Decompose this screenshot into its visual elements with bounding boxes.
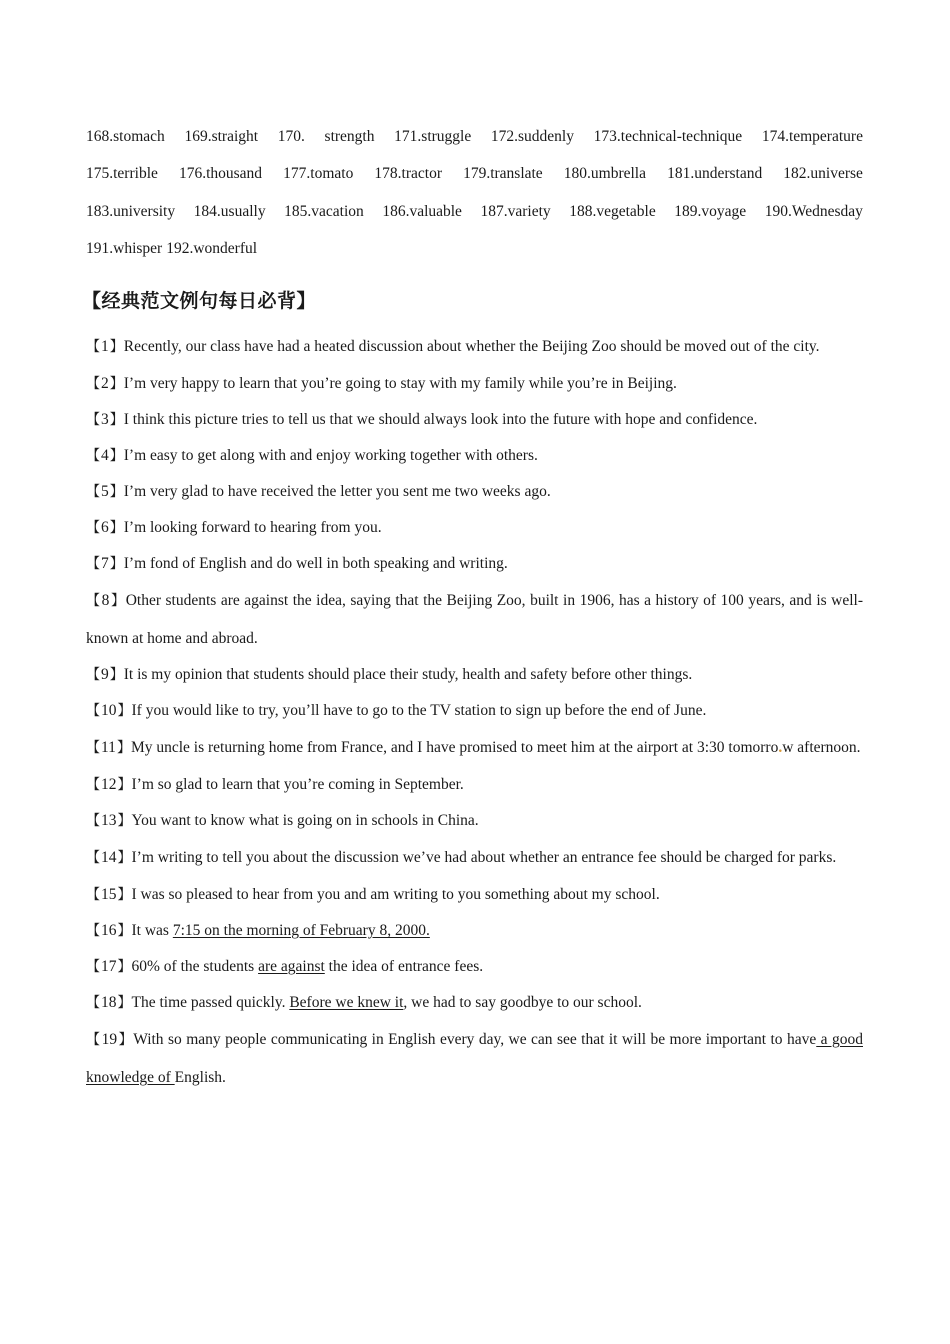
close-bracket: 】 bbox=[117, 959, 132, 976]
underlined-phrase: a good knowledge of bbox=[86, 1031, 863, 1087]
vocab-line bbox=[86, 155, 863, 192]
sentence-number: 3 bbox=[101, 411, 109, 429]
sentence-text: the idea of entrance fees. bbox=[324, 958, 484, 976]
close-bracket: 】 bbox=[117, 703, 132, 720]
example-sentence bbox=[86, 328, 863, 366]
vocab-word: 191.whisper bbox=[86, 239, 163, 257]
example-sentence bbox=[86, 546, 863, 582]
example-sentence bbox=[86, 985, 863, 1021]
vocab-word: 186.valuable bbox=[382, 202, 462, 220]
example-sentence bbox=[86, 839, 863, 877]
example-sentence bbox=[86, 1021, 863, 1096]
sentence-text: You want to know what is going on in schools in China. bbox=[131, 812, 479, 830]
vocab-word: 179.translate bbox=[463, 165, 543, 183]
vocab-word: 184.usually bbox=[193, 202, 266, 220]
example-sentence bbox=[86, 767, 863, 803]
sentence-text: , we had to say goodbye to our school. bbox=[403, 994, 642, 1012]
example-sentence bbox=[86, 510, 863, 546]
vocab-line bbox=[86, 230, 863, 267]
vocab-word: 182.universe bbox=[783, 165, 863, 183]
open-bracket: 【 bbox=[86, 667, 100, 684]
underlined-phrase: Before we knew it bbox=[289, 994, 404, 1012]
close-bracket: 】 bbox=[109, 448, 124, 465]
open-bracket: 【 bbox=[86, 995, 100, 1012]
open-bracket: 【 bbox=[86, 593, 101, 610]
sentence-text: 60% of the students bbox=[131, 958, 259, 976]
sentence-text: I’m easy to get along with and enjoy working together with others. bbox=[123, 447, 538, 465]
open-bracket: 【 bbox=[86, 448, 100, 465]
sentence-text: I’m very glad to have received the letter you sent me two weeks ago. bbox=[123, 483, 551, 501]
close-bracket: 】 bbox=[118, 1032, 134, 1049]
close-bracket: 】 bbox=[116, 740, 131, 757]
vocab-word: 173.technical-technique bbox=[593, 128, 743, 145]
sentence-number: 17 bbox=[101, 958, 117, 976]
example-sentence bbox=[86, 949, 863, 985]
sentence-text: w afternoon. bbox=[782, 739, 861, 757]
sentence-text: I’m very happy to learn that you’re going to stay with my family while you’re in Beijing. bbox=[123, 375, 677, 393]
example-sentence bbox=[86, 474, 863, 510]
sentence-text: I think this picture tries to tell us that we should always look into the future with hope and confidence. bbox=[123, 411, 758, 429]
vocab-line bbox=[86, 193, 863, 230]
sentence-number: 1 bbox=[101, 338, 109, 356]
close-bracket: 】 bbox=[117, 777, 132, 794]
close-bracket: 】 bbox=[117, 850, 132, 867]
vocab-word: 189.voyage bbox=[674, 202, 747, 220]
sentence-number: 8 bbox=[101, 592, 110, 610]
vocabulary-list bbox=[86, 118, 863, 267]
vocab-word: 178.tractor bbox=[374, 165, 442, 183]
vocab-word: 181.understand bbox=[667, 165, 763, 183]
open-bracket: 【 bbox=[86, 887, 100, 904]
vocab-word: 177.tomato bbox=[283, 165, 354, 183]
sentence-number: 19 bbox=[101, 1031, 118, 1049]
close-bracket: 】 bbox=[109, 484, 124, 501]
sentence-number: 10 bbox=[101, 702, 117, 720]
vocab-word: 185.vacation bbox=[284, 202, 364, 220]
example-sentence-list bbox=[86, 328, 863, 1096]
sentence-text: Other students are against the idea, saying that the Beijing Zoo, built in 1906, has a history of 100 years, and is well-known at home and abroad. bbox=[86, 592, 864, 648]
close-bracket: 】 bbox=[110, 593, 126, 610]
sentence-text: If you would like to try, you’ll have to go to the TV station to sign up before the end of June. bbox=[131, 702, 707, 720]
sentence-number: 14 bbox=[101, 849, 117, 867]
underlined-phrase: 7:15 on the morning of February 8, 2000. bbox=[172, 922, 430, 940]
vocab-word: 188.vegetable bbox=[569, 202, 656, 220]
close-bracket: 】 bbox=[117, 923, 132, 940]
example-sentence bbox=[86, 438, 863, 474]
vocab-word: 169.straight bbox=[184, 128, 259, 145]
sentence-number: 4 bbox=[101, 447, 109, 465]
vocab-word: 183.university bbox=[86, 202, 176, 220]
open-bracket: 【 bbox=[86, 923, 100, 940]
vocab-word: 176.thousand bbox=[178, 165, 263, 183]
sentence-text: It was bbox=[131, 922, 173, 940]
sentence-number: 13 bbox=[101, 812, 117, 830]
vocab-word: 168.stomach bbox=[86, 128, 165, 145]
highlight-mark: . bbox=[778, 739, 783, 757]
sentence-text: I was so pleased to hear from you and am writing to you something about my school. bbox=[131, 886, 660, 904]
open-bracket: 【 bbox=[86, 959, 100, 976]
sentence-text: Recently, our class have had a heated discussion about whether the Beijing Zoo should be moved out of the city. bbox=[123, 338, 820, 356]
example-sentence bbox=[86, 402, 863, 438]
example-sentence bbox=[86, 803, 863, 839]
example-sentence bbox=[86, 913, 863, 949]
open-bracket: 【 bbox=[86, 376, 100, 393]
close-bracket: 】 bbox=[109, 520, 124, 537]
sentence-text: My uncle is returning home from France, and I have promised to meet him at the airport at 3:30 tomorro bbox=[130, 739, 779, 757]
open-bracket: 【 bbox=[86, 520, 100, 537]
vocab-line bbox=[86, 118, 863, 155]
sentence-number: 2 bbox=[101, 375, 109, 393]
close-bracket: 】 bbox=[117, 813, 132, 830]
sentence-text: English. bbox=[174, 1069, 226, 1087]
open-bracket: 【 bbox=[86, 740, 100, 757]
vocab-word: 175.terrible bbox=[86, 165, 158, 183]
sentence-text: The time passed quickly. bbox=[131, 994, 290, 1012]
close-bracket: 】 bbox=[109, 339, 124, 356]
example-sentence bbox=[86, 366, 863, 402]
vocab-word: 187.variety bbox=[480, 202, 551, 220]
example-sentence bbox=[86, 729, 863, 767]
sentence-number: 7 bbox=[101, 555, 109, 573]
sentence-text: It is my opinion that students should place their study, health and safety before other things. bbox=[123, 666, 693, 684]
vocab-word: 171.struggle bbox=[394, 128, 472, 145]
sentence-number: 9 bbox=[101, 666, 109, 684]
vocab-word: 172.suddenly bbox=[490, 128, 574, 145]
close-bracket: 】 bbox=[117, 887, 132, 904]
sentence-text: I’m looking forward to hearing from you. bbox=[123, 519, 382, 537]
example-sentence bbox=[86, 877, 863, 913]
close-bracket: 】 bbox=[109, 556, 124, 573]
vocab-word: 170. bbox=[277, 128, 305, 145]
sentence-text: I’m fond of English and do well in both speaking and writing. bbox=[123, 555, 508, 573]
close-bracket: 】 bbox=[109, 376, 124, 393]
sentence-number: 15 bbox=[101, 886, 117, 904]
close-bracket: 】 bbox=[109, 412, 124, 429]
sentence-number: 12 bbox=[101, 776, 117, 794]
open-bracket: 【 bbox=[86, 813, 100, 830]
sentence-text: I’m writing to tell you about the discussion we’ve had about whether an entrance fee should be charged for parks. bbox=[131, 849, 837, 867]
sentence-number: 16 bbox=[101, 922, 117, 940]
example-sentence bbox=[86, 582, 863, 657]
open-bracket: 【 bbox=[86, 339, 100, 356]
sentence-number: 5 bbox=[101, 483, 109, 501]
open-bracket: 【 bbox=[86, 556, 100, 573]
open-bracket: 【 bbox=[86, 1032, 101, 1049]
vocab-word: strength bbox=[324, 128, 375, 145]
close-bracket: 】 bbox=[117, 995, 132, 1012]
vocab-word: 192.wonderful bbox=[166, 239, 258, 257]
underlined-phrase: are against bbox=[258, 958, 325, 976]
open-bracket: 【 bbox=[86, 777, 100, 794]
sentence-text: With so many people communicating in English every day, we can see that it will be more important to have bbox=[133, 1031, 817, 1049]
document-page bbox=[82, 118, 864, 1096]
example-sentence bbox=[86, 657, 863, 693]
example-sentence bbox=[86, 693, 863, 729]
sentence-text: I’m so glad to learn that you’re coming in September. bbox=[131, 776, 464, 794]
section-heading: 【经典范文例句每日必背】 bbox=[82, 290, 317, 313]
sentence-number: 6 bbox=[101, 519, 109, 537]
vocab-word: 180.umbrella bbox=[563, 165, 646, 183]
vocab-word: 190.Wednesday bbox=[764, 202, 863, 220]
open-bracket: 【 bbox=[86, 850, 100, 867]
close-bracket: 】 bbox=[109, 667, 124, 684]
open-bracket: 【 bbox=[86, 412, 100, 429]
open-bracket: 【 bbox=[86, 484, 100, 501]
sentence-number: 18 bbox=[101, 994, 117, 1012]
vocab-word: 174.temperature bbox=[761, 128, 863, 145]
sentence-number: 11 bbox=[101, 739, 116, 757]
open-bracket: 【 bbox=[86, 703, 100, 720]
